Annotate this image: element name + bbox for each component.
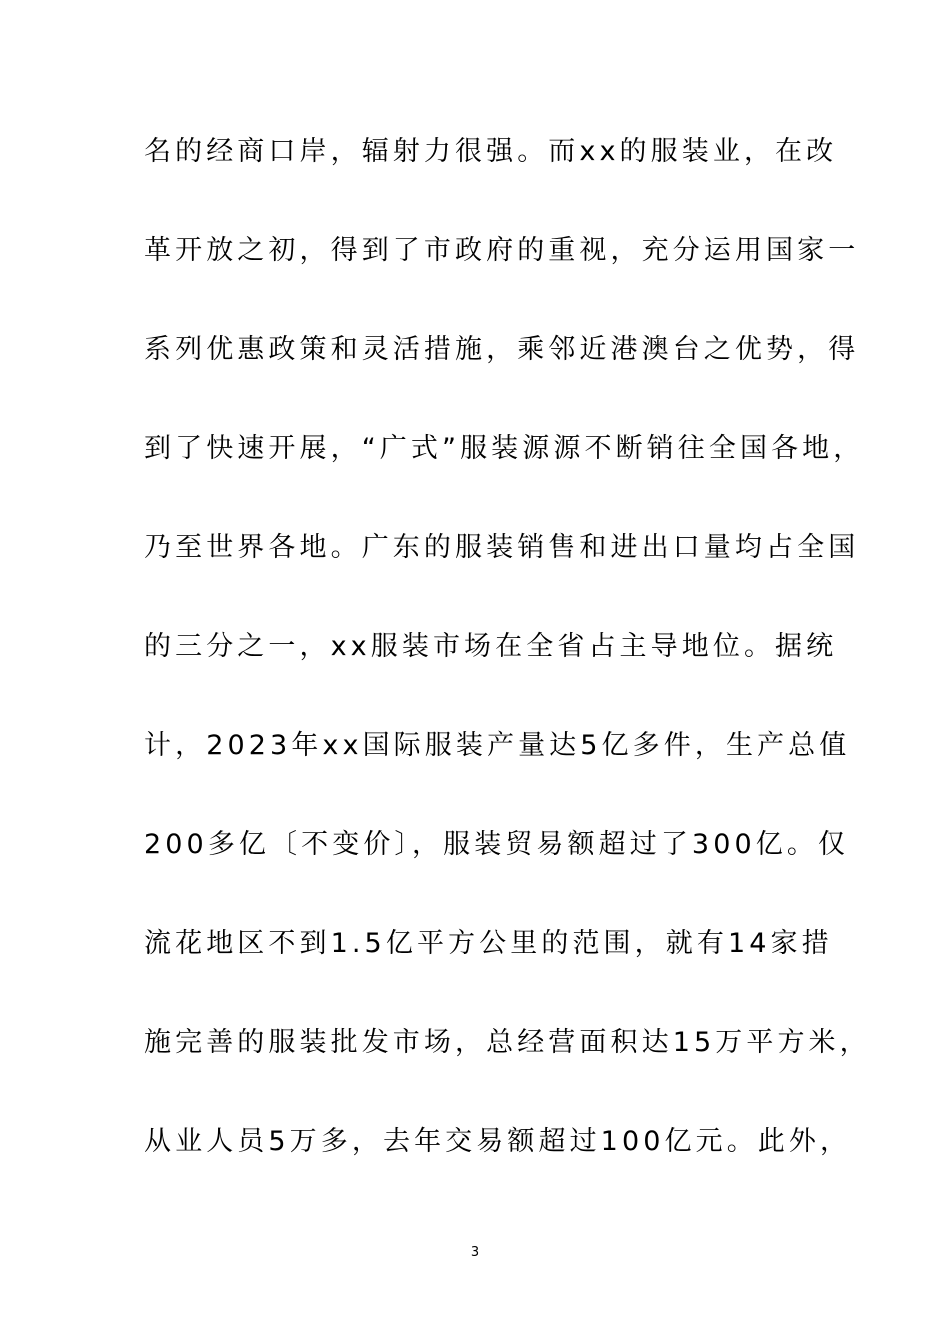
text-line: 到了快速开展，“广式”服装源源不断销往全国各地， — [144, 433, 865, 464]
text-line: 的三分之一，xx服装市场在全省占主导地位。据统 — [144, 631, 838, 662]
page-number: 3 — [470, 1245, 480, 1260]
text-line: 流花地区不到1.5亿平方公里的范围，就有14家措 — [144, 928, 833, 959]
text-line: 名的经商口岸，辐射力很强。而xx的服装业，在改 — [144, 136, 838, 167]
text-line: 乃至世界各地。广东的服装销售和进出口量均占全国 — [144, 532, 860, 563]
text-line: 200多亿〔不变价〕，服装贸易额超过了300亿。仅 — [144, 829, 850, 860]
text-line: 从业人员5万多，去年交易额超过100亿元。此外， — [144, 1126, 852, 1157]
text-line: 施完善的服装批发市场，总经营面积达15万平方米， — [144, 1027, 871, 1058]
text-line: 计，2023年xx国际服装产量达5亿多件，生产总值 — [144, 730, 851, 761]
body-text — [144, 126, 871, 1215]
text-line: 革开放之初，得到了市政府的重视，充分运用国家一 — [144, 235, 860, 266]
text-line: 系列优惠政策和灵活措施，乘邻近港澳台之优势，得 — [144, 334, 860, 365]
